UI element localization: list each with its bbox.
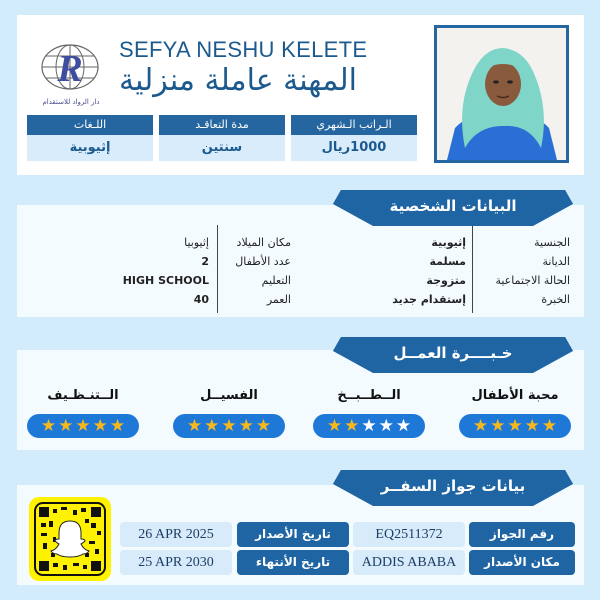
value-birthplace: إثيوبيا <box>184 236 209 249</box>
divider <box>217 225 218 313</box>
personal-left-labels <box>235 233 291 309</box>
label-marital-status: الحالة الاجتماعية <box>495 274 570 287</box>
skill-label: الــطــبــخ <box>337 388 401 403</box>
star-filled-icon: ★ <box>541 415 558 436</box>
value-issue-date: 26 APR 2025 <box>120 522 232 547</box>
info-value: 1000ريال <box>291 135 417 161</box>
star-filled-icon: ★ <box>344 415 360 436</box>
job-title: المهنة عاملة منزلية <box>119 63 357 98</box>
star-filled-icon: ★ <box>221 415 237 436</box>
star-filled-icon: ★ <box>204 415 220 436</box>
value-nationality: إثيوبية <box>431 236 466 249</box>
label-religion: الديانة <box>542 255 570 268</box>
label-expiry-date: تاريخ الأنتهاء <box>237 550 349 575</box>
info-value: إثيوبية <box>27 135 153 161</box>
label-education: التعليم <box>261 274 291 287</box>
passport-ribbon <box>333 470 573 506</box>
star-filled-icon: ★ <box>92 415 108 436</box>
label-age: العمر <box>266 293 291 306</box>
info-languages <box>27 115 153 161</box>
label-birthplace: مكان الميلاد <box>236 236 291 249</box>
header-card <box>17 15 584 175</box>
personal-right-values <box>392 233 466 309</box>
value-expiry-date: 25 APR 2030 <box>120 550 232 575</box>
label-nationality: الجنسية <box>534 236 570 249</box>
value-education: HIGH SCHOOL <box>122 274 209 287</box>
star-empty-icon: ★ <box>361 415 377 436</box>
star-filled-icon: ★ <box>507 415 523 436</box>
skill-cleaning <box>27 388 139 438</box>
label-children: عدد الأطفال <box>235 255 291 268</box>
person-photo-icon <box>437 28 566 160</box>
star-filled-icon: ★ <box>238 415 254 436</box>
label-experience: الخبرة <box>541 293 570 306</box>
personal-info-ribbon <box>333 190 573 226</box>
worker-name: SEFYA NESHU KELETE <box>119 37 368 62</box>
work-experience-ribbon <box>333 337 573 373</box>
info-label: مدة التعاقـد <box>159 115 285 135</box>
star-rating <box>27 414 139 438</box>
info-value: سنتين <box>159 135 285 161</box>
section-title: البيانات الشخصية <box>389 197 517 215</box>
star-filled-icon: ★ <box>109 415 126 436</box>
section-title: بيانات جواز السفــر <box>380 477 526 495</box>
star-empty-icon: ★ <box>378 415 394 436</box>
star-filled-icon: ★ <box>255 415 272 436</box>
star-filled-icon: ★ <box>186 415 203 436</box>
personal-right-labels <box>495 233 570 309</box>
divider <box>472 225 473 313</box>
star-filled-icon: ★ <box>75 415 91 436</box>
value-marital-status: متزوجة <box>426 274 466 287</box>
skill-label: الــتنـظـيف <box>47 388 119 403</box>
label-issue-place: مكان الأصدار <box>469 550 575 575</box>
skill-childcare <box>459 388 571 438</box>
label-passport-number: رقم الجواز <box>469 522 575 547</box>
personal-left-values <box>123 233 209 309</box>
skill-cooking <box>313 388 425 438</box>
info-salary <box>291 115 417 161</box>
value-religion: مسلمة <box>429 255 466 268</box>
value-children: 2 <box>201 255 209 268</box>
star-rating <box>173 414 285 438</box>
svg-text:R: R <box>57 48 83 90</box>
info-contract <box>159 115 285 161</box>
info-label: اللـغات <box>27 115 153 135</box>
skill-label: الفسيــل <box>200 388 258 403</box>
value-experience: إستقدام جديد <box>392 293 466 306</box>
company-logo-icon <box>35 35 105 105</box>
skill-washing <box>173 388 285 438</box>
skill-label: محبة الأطفال <box>471 388 559 403</box>
worker-photo <box>434 25 569 163</box>
star-filled-icon: ★ <box>472 415 489 436</box>
star-filled-icon: ★ <box>490 415 506 436</box>
star-filled-icon: ★ <box>58 415 74 436</box>
snapchat-qr-icon <box>29 497 111 581</box>
value-passport-number: EQ2511372 <box>353 522 465 547</box>
snapcode[interactable] <box>29 497 111 581</box>
label-issue-date: تاريخ الأصدار <box>237 522 349 547</box>
star-filled-icon: ★ <box>326 415 343 436</box>
star-filled-icon: ★ <box>40 415 57 436</box>
star-rating <box>313 414 425 438</box>
info-label: الـراتب الـشهري <box>291 115 417 135</box>
star-rating <box>459 414 571 438</box>
star-empty-icon: ★ <box>395 415 412 436</box>
section-title: خـبــــرة العمــل <box>393 344 513 362</box>
value-age: 40 <box>193 293 209 306</box>
value-issue-place: ADDIS ABABA <box>353 550 465 575</box>
company-name: دار الرواد للاستقدام <box>42 98 100 106</box>
star-filled-icon: ★ <box>524 415 540 436</box>
